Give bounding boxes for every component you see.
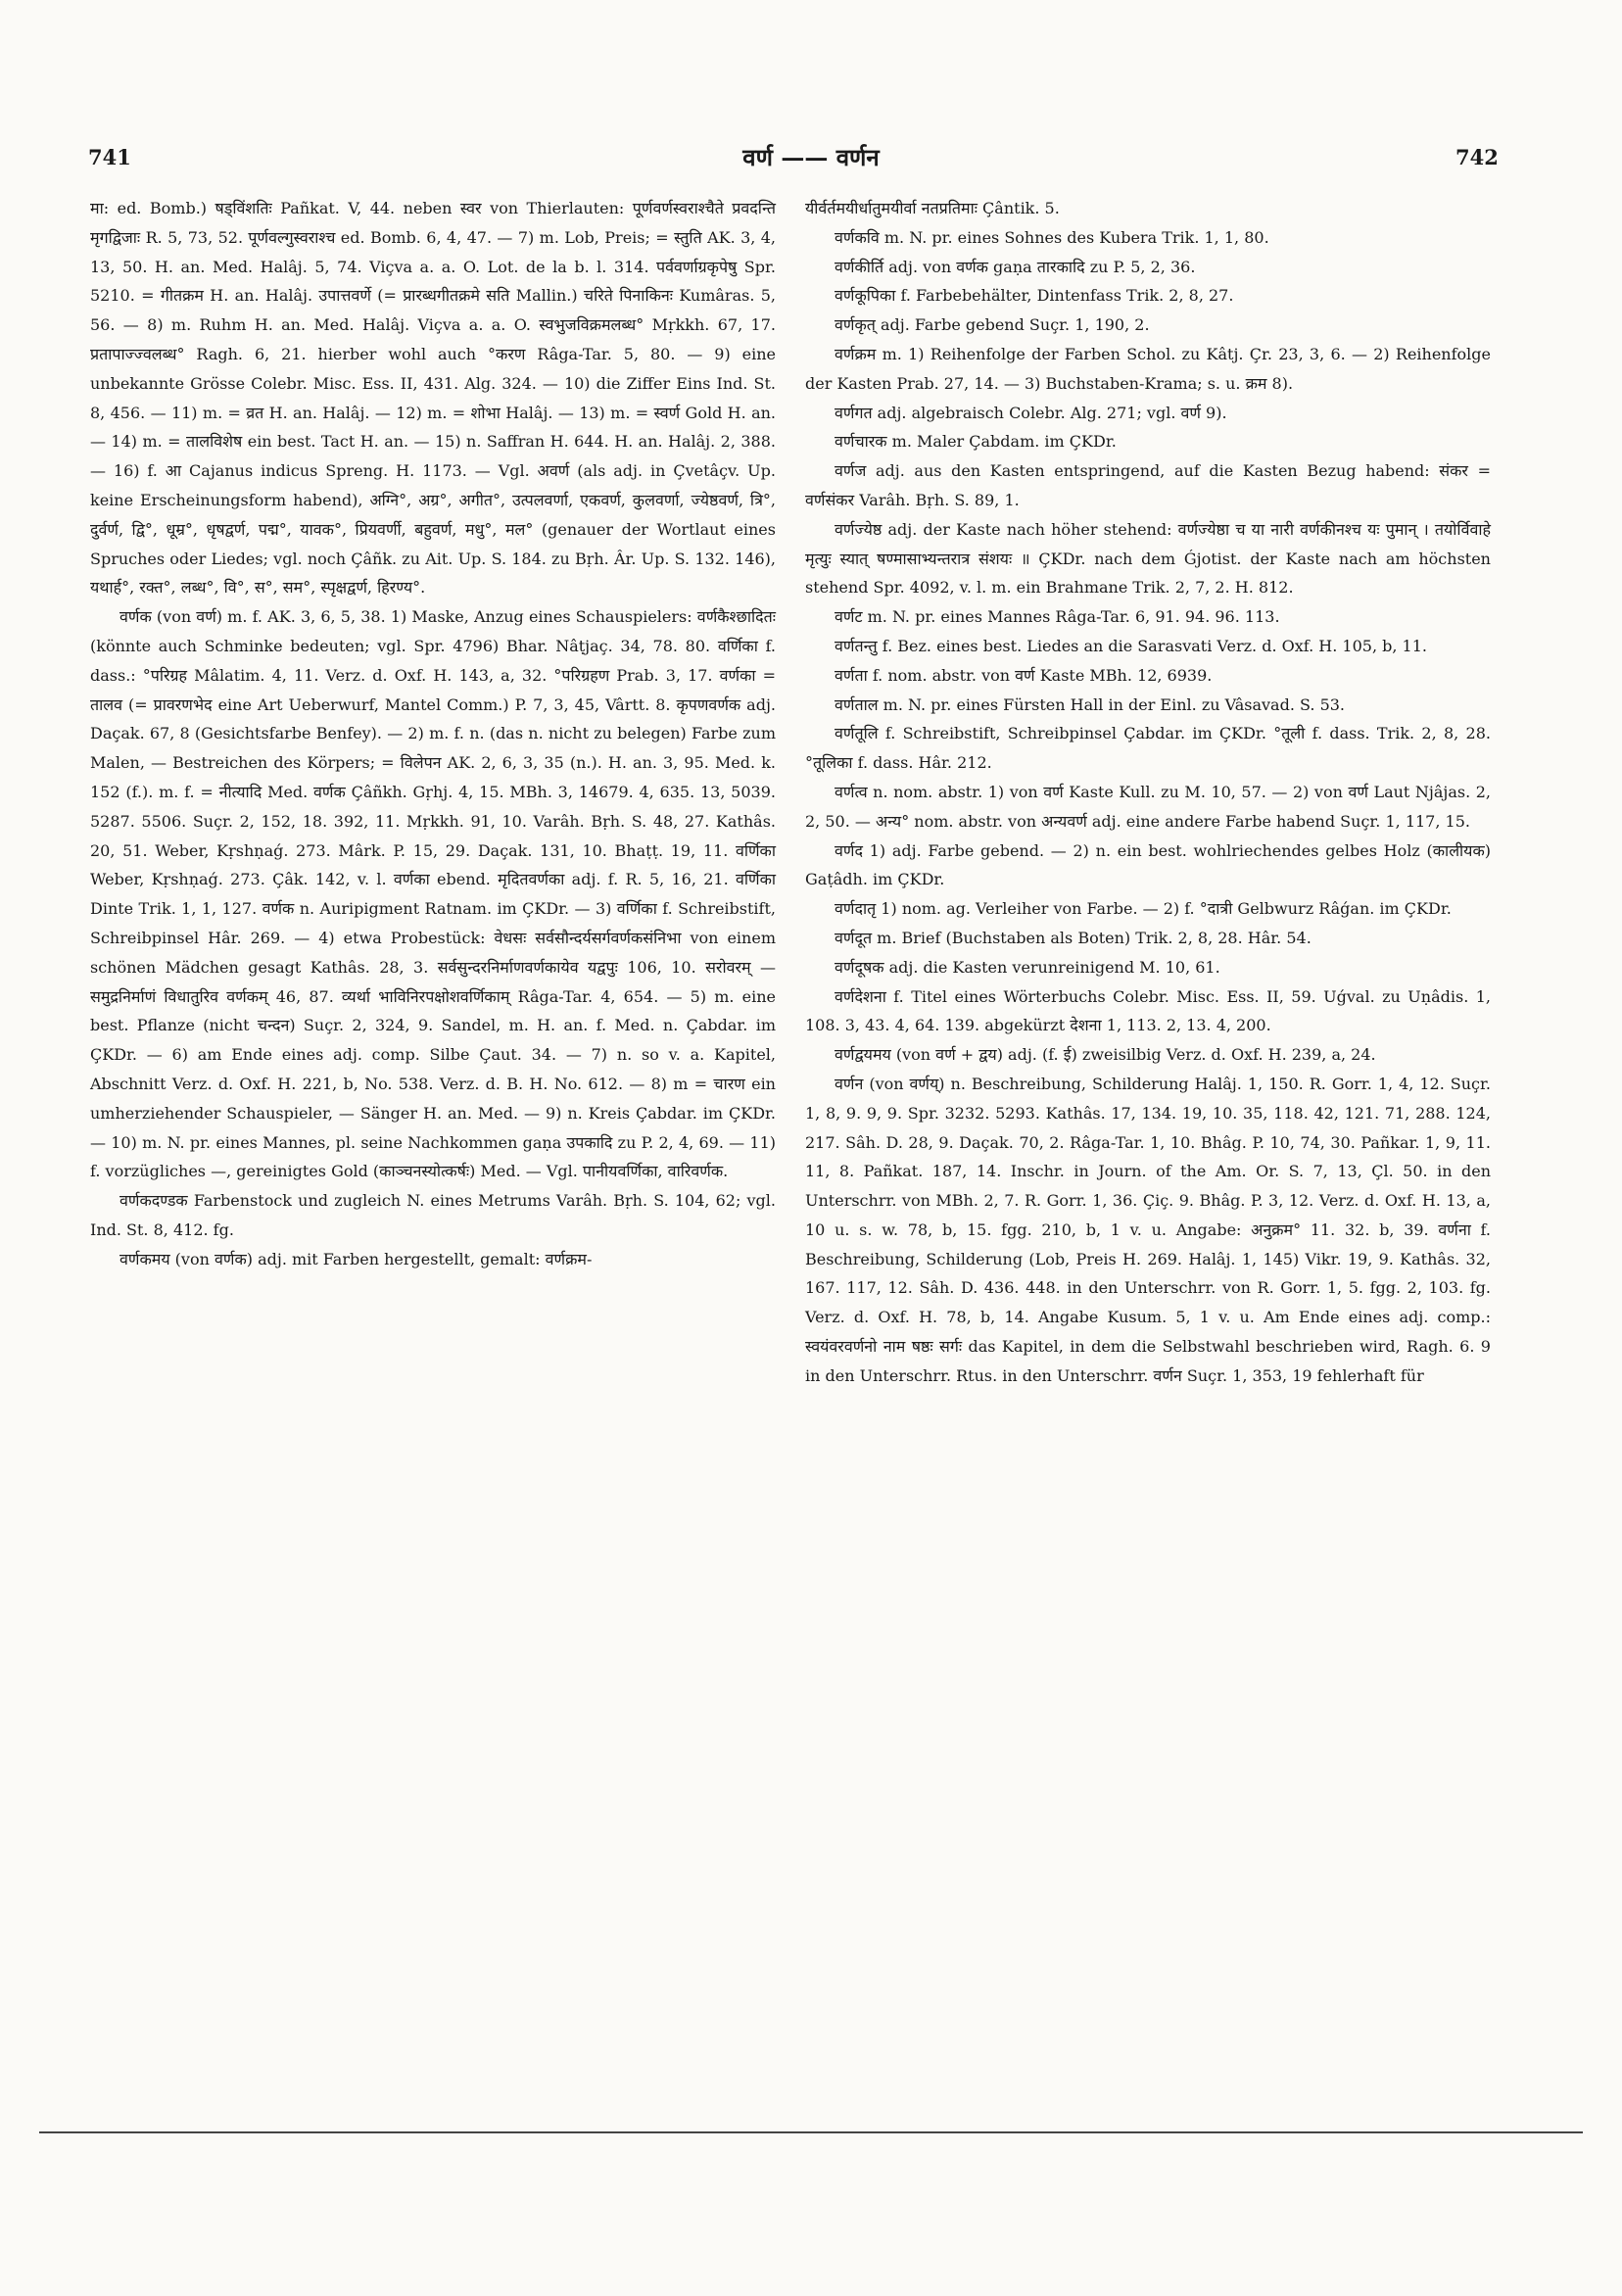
entry-paragraph: वर्णज adj. aus den Kasten entspringend, auf die Kasten Bezug habend: संकर = वर्णसंकर Varâh. Bṛh. S. 89, 1.	[805, 461, 1491, 509]
page-number-right: 742	[1455, 145, 1499, 169]
left-column	[90, 194, 776, 1273]
entry-paragraph: वर्णकमय (von वर्णक) adj. mit Farben hergestellt, gemalt: वर्णक्रम-	[119, 1249, 593, 1268]
entry-paragraph: वर्णक (von वर्ण) m. f. AK. 3, 6, 5, 38. 1) Maske, Anzug eines Schauspielers: वर्णकैश्छादितः (könnte auch Schminke bedeuten; vgl. Spr. 4796) Bhar. Nâṭjaç. 34, 78. 80. वर्णिका f. dass.: °परिग्रह Mâlatim. 4, 11. Verz. d. Oxf. H. 143, a, 32. °परिग्रहण Prab. 3, 17. वर्णका = तालव (= प्रावरणभेद eine Art Ueberwurf, Mantel Comm.) P. 7, 3, 45, Vârtt. 8. कृपणवर्णक adj. Daçak. 67, 8 (Gesichtsfarbe Benfey). — 2) m. f. n. (das n. nicht zu belegen) Farbe zum Malen, — Bestreichen des Körpers; = विलेपन AK. 2, 6, 3, 35 (n.). H. an. 3, 95. Med. k. 152 (f.). m. f. = नीत्यादि Med. वर्णक Çâñkh. Gṛhj. 4, 15. MBh. 3, 14679. 4, 635. 13, 5039. 5287. 5506. Suçr. 2, 152, 18. 392, 11. Mṛkkh. 91, 10. Varâh. Bṛh. S. 48, 27. Kathâs. 20, 51. Weber, Kṛshṇaǵ. 273. Mârk. P. 15, 29. Daçak. 131, 10. Bhaṭṭ. 19, 11. वर्णिका Weber, Kṛshṇaǵ. 273. Çâk. 142, v. l. वर्णका ebend. मृदितवर्णका adj. f. R. 5, 16, 21. वर्णिका Dinte Trik. 1, 1, 127. वर्णक n. Auripigment Ratnam. im ÇKDr. — 3) वर्णिका f. Schreibstift, Schreibpinsel Hâr. 269. — 4) etwa Probestück: वेधसः सर्वसौन्दर्यसर्गवर्णकसंनिभा von einem schönen Mädchen gesagt Kathâs. 28, 3. सर्वसुन्दरनिर्माणवर्णकायेव यद्वपुः 106, 10. सरोवरम् — समुद्रनिर्माणं विधातुरिव वर्णकम् 46, 87. व्यर्था भाविनिरपक्षोशवर्णिकाम् Râga-Tar. 4, 654. — 5) m. eine best. Pflanze (nicht चन्दन) Suçr. 2, 324, 9. Sandel, m. H. an. f. Med. n. Çabdar. im ÇKDr. — 6) am Ende eines adj. comp. Silbe Çaut. 34. — 7) n. so v. a. Kapitel, Abschnitt Verz. d. Oxf. H. 221, b, No. 538. Verz. d. B. H. No. 612. — 8) m = चारण ein umherziehender Schauspieler, — Sänger H. an. Med. — 9) n. Kreis Çabdar. im ÇKDr. — 10) m. N. pr. eines Mannes, pl. seine Nachkommen gaṇa उपकादि zu P. 2, 4, 69. — 11) f. vorzügliches —, gereinigtes Gold (काञ्चनस्योत्कर्षः) Med. — Vgl. पानीयवर्णिका, वारिवर्णक.	[90, 607, 776, 1181]
entry-paragraph: वर्णताल m. N. pr. eines Fürsten Hall in der Einl. zu Vâsavad. S. 53.	[835, 694, 1346, 714]
page-number-left: 741	[88, 145, 131, 169]
entry-paragraph: वर्णक्रम m. 1) Reihenfolge der Farben Schol. zu Kâtj. Çr. 23, 3, 6. — 2) Reihenfolge der Kasten Prab. 27, 14. — 3) Buchstaben-Krama; s. u. क्रम 8).	[805, 344, 1491, 393]
right-column	[805, 194, 1491, 1391]
entry-paragraph: वर्णता f. nom. abstr. von वर्ण Kaste MBh. 12, 6939.	[835, 665, 1213, 685]
entry-paragraph: वर्णद्वयमय (von वर्ण + द्वय) adj. (f. ई) zweisilbig Verz. d. Oxf. H. 239, a, 24.	[835, 1045, 1376, 1065]
entry-paragraph: वर्णकदण्डक Farbenstock und zugleich N. eines Metrums Varâh. Bṛh. S. 104, 62; vgl. Ind. St. 8, 412. fg.	[90, 1191, 776, 1239]
entry-paragraph: वर्णकवि m. N. pr. eines Sohnes des Kubera Trik. 1, 1, 80.	[835, 227, 1269, 247]
entry-paragraph: वर्णकृत् adj. Farbe gebend Suçr. 1, 190, 2.	[835, 315, 1150, 335]
entry-paragraph: यीर्वर्तमयीर्धातुमयीर्वा नतप्रतिमाः Çântik. 5.	[805, 199, 1060, 217]
entry-paragraph: वर्णद 1) adj. Farbe gebend. — 2) n. ein best. wohlriechendes gelbes Holz (कालीयक) Gaṭâdh. im ÇKDr.	[805, 840, 1491, 889]
entry-paragraph: वर्णत्व n. nom. abstr. 1) von वर्ण Kaste Kull. zu M. 10, 57. — 2) von वर्ण Laut Njâjas. 2, 2, 50. — अन्य° nom. abstr. von अन्यवर्ण adj. eine andere Farbe habend Suçr. 1, 117, 15.	[805, 782, 1491, 831]
entry-paragraph: वर्णकीर्ति adj. von वर्णक gaṇa तारकादि zu P. 5, 2, 36.	[835, 257, 1196, 276]
entry-paragraph: वर्णचारक m. Maler Çabdam. im ÇKDr.	[835, 432, 1117, 452]
entry-paragraph: वर्णज्येष्ठ adj. der Kaste nach höher stehend: वर्णज्येष्ठा च या नारी वर्णकीनश्च यः पुमान् । तयोर्विवाहे मृत्युः स्यात् षण्मासाभ्यन्तरात्र संशयः ॥ ÇKDr. nach dem Ǵjotist. der Kaste nach am höchsten stehend Spr. 4092, v. l. m. ein Brahmane Trik. 2, 7, 2. H. 812.	[805, 519, 1491, 598]
entry-paragraph: वर्णदूत m. Brief (Buchstaben als Boten) Trik. 2, 8, 28. Hâr. 54.	[835, 928, 1312, 947]
entry-paragraph: वर्णकूपिका f. Farbebehälter, Dintenfass Trik. 2, 8, 27.	[835, 286, 1234, 306]
entry-paragraph: मा: ed. Bomb.) षड्विंशतिः Pañkat. V, 44. neben स्वर von Thierlauten: पूर्णवर्णस्वराश्चैते प्रवदन्ति मृगद्विजाः R. 5, 73, 52. पूर्णवल्गुस्वराश्च ed. Bomb. 6, 4, 47. — 7) m. Lob, Preis; = स्तुति AK. 3, 4, 13, 50. H. an. Med. Halâj. 5, 74. Viçva a. a. O. Lot. de la b. l. 314. पर्ववर्णाग्रकृपेषु Spr. 5210. = गीतक्रम H. an. Halâj. उपात्तवर्णे (= प्रारब्धगीतक्रमे सति Mallin.) चरिते पिनाकिनः Kumâras. 5, 56. — 8) m. Ruhm H. an. Med. Halâj. Viçva a. a. O. स्वभुजविक्रमलब्ध° Mṛkkh. 67, 17. प्रतापाज्ज्वलब्ध° Ragh. 6, 21. hierber wohl auch °करण Râga-Tar. 5, 80. — 9) eine unbekannte Grösse Colebr. Misc. Ess. II, 431. Alg. 324. — 10) die Ziffer Eins Ind. St. 8, 456. — 11) m. = व्रत H. an. Halâj. — 12) m. = शोभा Halâj. — 13) m. = स्वर्ण Gold H. an. — 14) m. = तालविशेष ein best. Tact H. an. — 15) n. Saffran H. 644. H. an. Halâj. 2, 388. — 16) f. आ Cajanus indicus Spreng. H. 1173. — Vgl. अवर्ण (als adj. in Çvetâçv. Up. keine Erscheinungsform habend), अग्नि°, अग्र°, अगीत°, उत्पलवर्णा, एकवर्ण, कुलवर्णा, ज्येष्ठवर्ण, त्रि°, दुर्वर्ण, द्वि°, धूम्र°, धृषद्वर्ण, पद्म°, यावक°, प्रियवर्णी, बहुवर्ण, मधु°, मल° (genauer der Wortlaut eines Spruches oder Liedes; vgl. noch Çâñk. zu Ait. Up. S. 184. zu Bṛh. Âr. Up. S. 132. 146), यथार्ह°, रक्त°, लब्ध°, वि°, स°, सम°, स्पृक्षद्वर्ण, हिरण्य°.	[90, 199, 776, 598]
entry-paragraph: वर्णगत adj. algebraisch Colebr. Alg. 271; vgl. वर्ण 9).	[835, 403, 1227, 422]
entry-paragraph: वर्णट m. N. pr. eines Mannes Râga-Tar. 6, 91. 94. 96. 113.	[835, 607, 1280, 627]
entry-paragraph: वर्णदेशना f. Titel eines Wörterbuchs Colebr. Misc. Ess. II, 59. Uǵval. zu Uṇâdis. 1, 108. 3, 43. 4, 64. 139. abgekürzt देशना 1, 113. 2, 13. 4, 200.	[805, 986, 1491, 1035]
entry-paragraph: वर्णन (von वर्णय्) n. Beschreibung, Schilderung Halâj. 1, 150. R. Gorr. 1, 4, 12. Suçr. 1, 8, 9. 9, 9. Spr. 3232. 5293. Kathâs. 17, 134. 19, 10. 35, 118. 42, 121. 71, 288. 124, 217. Sâh. D. 28, 9. Daçak. 70, 2. Râga-Tar. 1, 10. Bhâg. P. 10, 74, 30. Pañkar. 1, 9, 11. 11, 8. Pañkat. 187, 14. Inschr. in Journ. of the Am. Or. S. 7, 13, Çl. 50. in den Unterschrr. von MBh. 2, 7. R. Gorr. 1, 36. Çiç. 9. Bhâg. P. 3, 12. Verz. d. Oxf. H. 13, a, 10 u. s. w. 78, b, 15. fgg. 210, b, 1 v. u. Angabe: अनुक्रम° 11. 32. b, 39. वर्णना f. Beschreibung, Schilderung (Lob, Preis H. 269. Halâj. 1, 145) Vikr. 19, 9. Kathâs. 32, 167. 117, 12. Sâh. D. 436. 448. in den Unterschrr. von R. Gorr. 1, 5. fgg. 2, 103. fg. Verz. d. Oxf. H. 78, b, 14. Angabe Kusum. 5, 1 v. u. Am Ende eines adj. comp.: स्वयंवरवर्णनो नाम षष्ठः सर्गः das Kapitel, in dem die Selbstwahl beschrieben wird, Ragh. 6. 9 in den Unterschrr. Rtus. in den Unterschrr. वर्णन Suçr. 1, 353, 19 fehlerhaft für	[805, 1074, 1491, 1385]
entry-paragraph: वर्णदूषक adj. die Kasten verunreinigend M. 10, 61.	[835, 957, 1220, 977]
entry-paragraph: वर्णतूलि f. Schreibstift, Schreibpinsel Çabdar. im ÇKDr. °तूली f. dass. Trik. 2, 8, 28. °तूलिका f. dass. Hâr. 212.	[805, 724, 1491, 773]
running-head: वर्ण —— वर्णन	[742, 143, 880, 171]
entry-paragraph: वर्णतन्तु f. Bez. eines best. Liedes an die Sarasvati Verz. d. Oxf. H. 105, b, 11.	[835, 636, 1427, 655]
entry-paragraph: वर्णदातृ 1) nom. ag. Verleiher von Farbe. — 2) f. °दात्री Gelbwurz Râǵan. im ÇKDr.	[835, 899, 1452, 919]
bottom-rule	[39, 2131, 1583, 2133]
